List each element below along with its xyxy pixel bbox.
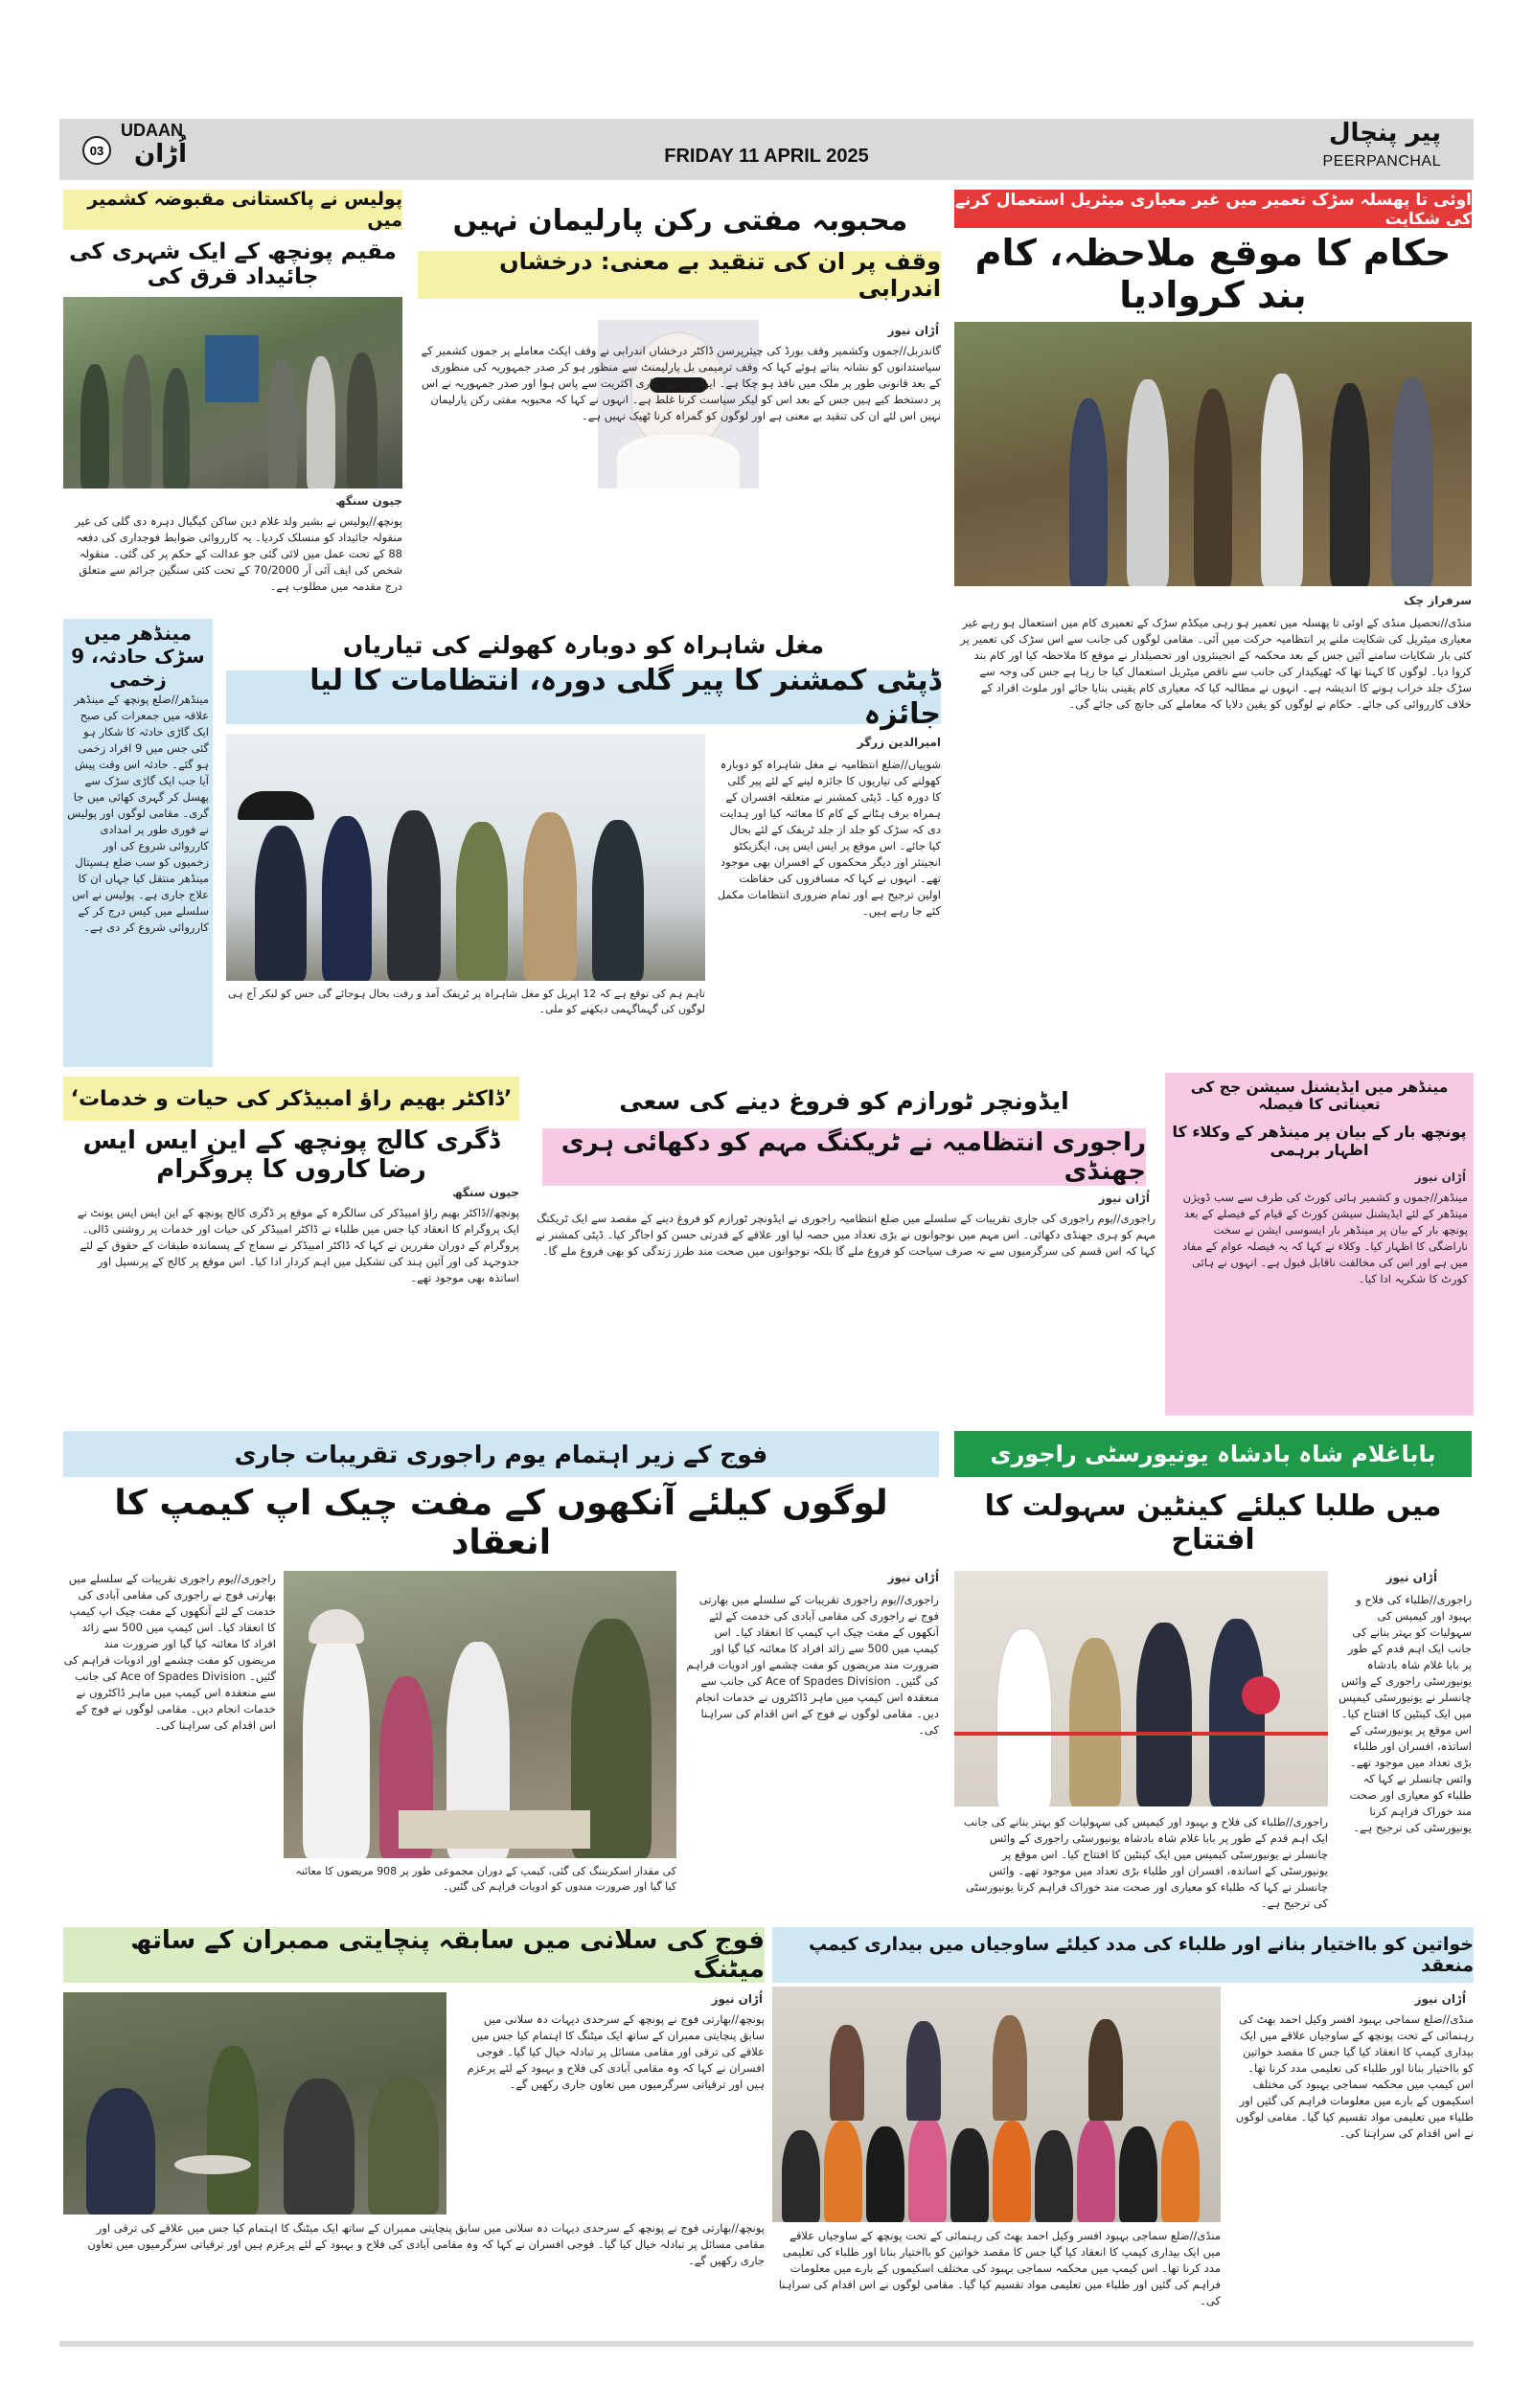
women-camp-headline: خواتین کو بااختیار بنانے اور طلباء کی مدد کیلئے ساوجیاں میں بیداری کیمپ منعقد <box>772 1927 1474 1983</box>
mendhar-accident-headline: مینڈھر میں سڑک حادثہ، 9 زخمی <box>71 622 205 691</box>
mughal-road-byline: امیرالدین زرگر <box>857 736 941 749</box>
poonch-property-body: پونچھ//پولیس نے بشیر ولد غلام دین ساکن کیگیال دہرہ دی گلی کی غیر منقولہ جائیداد کو منسلک کردیا۔ یہ کارروائی ضوابط فوجداری کی دفعہ 88 کے تحت عمل میں لائی گئی جو عدالت کے حکم پر کی گئی۔ منقولہ شخص کی ایف آئی آر 70/2000 کے تحت کئی سنگین جرائم سے متعلق درج مقدمہ میں مطلوب ہے۔ <box>75 514 402 593</box>
poonch-property-band: پولیس نے پاکستانی مقبوضہ کشمیر میں <box>63 190 402 230</box>
section-name-ur: اُڑان <box>134 140 187 169</box>
bgsbu-byline: اُڑان نیوز <box>1385 1571 1437 1584</box>
mufti-byline: اُڑان نیوز <box>887 324 939 337</box>
mughal-road-caption: تاہم ہم کی توقع ہے کہ 12 اپریل کو مغل شاہراہ پر ٹریفک آمد و رفت بحال ہوجائے گی جس کو لیکر آج ہی لوگوں کی گہماگہمی دیکھنے کو ملی۔ <box>228 988 705 1015</box>
mendhar-bar-sub: پونچھ بار کے بیان پر مینڈھر کے وکلاء کا اظہار برہمی <box>1172 1123 1467 1159</box>
awanti-road-headline: حکام کا موقع ملاحظہ، کام بند کروادیا <box>974 232 1452 316</box>
army-eye-byline: اُڑان نیوز <box>887 1571 939 1584</box>
page-number: 03 <box>82 136 111 165</box>
tourism-byline: اُڑان نیوز <box>1098 1192 1150 1205</box>
brand-name-en: PEERPANCHAL <box>1322 153 1441 170</box>
issue-date: FRIDAY 11 APRIL 2025 <box>664 146 869 167</box>
mughal-road-body: شوپیاں//ضلع انتظامیہ نے مغل شاہراہ کو دوبارہ کھولنے کی تیاریوں کا جائزہ لینے کے لئے پیر گلی کا دورہ کیا۔ ڈپٹی کمشنر نے متعلقہ افسران کے ہمراہ برف ہٹانے کے کام کا معائنہ کیا اور ہدایت دی کہ سڑک کو جلد از جلد ٹریفک کے لئے بحال کیا جائے۔ اس موقع پر ایس ایس پی، ایگزیکٹو انجینئر اور دیگر محکموں کے افسران بھی موجود تھے۔ انہوں نے کہا کہ مسافروں کی حفاظت اولین ترجیح ہے اور تمام ضروری انتظامات مکمل کئے جا رہے ہیں۔ <box>717 758 941 918</box>
tourism-headline-top: ایڈونچر ٹورازم کو فروغ دینے کی سعی <box>619 1086 1069 1115</box>
army-meeting-headline: فوج کی سلانی میں سابقہ پنچایتی ممبران کے ساتھ میٹنگ <box>63 1927 765 1983</box>
awanti-road-body: منڈی//تحصیل منڈی کے اوئی تا پھسلہ میں تعمیر ہو رہی میکڈم سڑک کے تعمیری کام میں استعمال ہو رہے غیر معیاری میٹریل کی شکایت ملنے پر انتظامیہ حرکت میں آئی۔ مقامی لوگوں کی جانب سے اس سڑک کی تعمیر پر کئی بار شکایات سامنے آئیں جس کے بعد محکمہ کے انجینئروں اور تحصیلدار نے موقع کا ملاحظہ کیا اور کام بند کروا دیا۔ لوگوں کا کہنا تھا کہ ٹھیکیدار کی جانب سے ناقص میٹریل استعمال کیا جا رہا ہے جس کی وجہ سے سڑک جلد خراب ہونے کا اندیشہ ہے۔ انہوں نے مطالبہ کیا کہ معیاری کام یقینی بنایا جائے اور ملوث افراد کے خلاف کارروائی کی جائے۔ حکام نے لوگوں کو یقین دلایا کہ معاملے کی جانچ کی جائے گی۔ <box>960 616 1472 711</box>
mendhar-bar-byline: اُڑان نیوز <box>1414 1170 1466 1184</box>
awanti-road-band: اوئی تا پھسلہ سڑک تعمیر میں غیر معیاری میٹریل استعمال کرنے کی شکایت <box>955 190 1472 229</box>
mughal-road-photo <box>226 734 705 981</box>
tourism-body: راجوری//یوم راجوری کی جاری تقریبات کے سلسلے میں ضلع انتظامیہ راجوری نے ایڈونچر ٹورازم کو فروغ دینے کے مقصد سے ایک ٹریکنگ مہم کو ہری جھنڈی دکھائی۔ اس مہم میں نوجوانوں نے بڑی تعداد میں حصہ لیا اور علاقے کے قدرتی حسن کو اجاگر کیا۔ ڈپٹی کمشنر نے کہا کہ اس قسم کی سرگرمیوں سے نہ صرف سیاحت کو فروغ ملے گا بلکہ نوجوانوں میں صحت مند طرز زندگی کو بھی فروغ ملے گا۔ <box>536 1212 1155 1258</box>
army-eye-caption: کی مقدار اسکریننگ کی گئی، کیمپ کے دوران مجموعی طور پر 908 مریضوں کا معائنہ کیا گیا اور ضرورت مندوں کو ادویات فراہم کی گئیں۔ <box>295 1865 676 1893</box>
army-meeting-byline: اُڑان نیوز <box>711 1992 763 2006</box>
ambedkar-headline: ڈگری کالج پونچھ کے این ایس ایس رضا کاروں کا پروگرام <box>82 1126 500 1184</box>
army-eye-photo <box>284 1571 676 1858</box>
mendhar-bar-headline: مینڈھر میں ایڈیشنل سیشن جج کی تعیناتی کا فیصلہ <box>1190 1079 1449 1113</box>
women-camp-body-bottom: منڈی//ضلع سماجی بہبود افسر وکیل احمد بھٹ کی رہنمائی کے تحت پونچھ کے ساوجیاں علاقے میں ایک بیداری کیمپ کا انعقاد کیا گیا جس کا مقصد خواتین کو بااختیار بنانا اور طلباء کی تعلیمی مدد کرنا تھا۔ اس کیمپ میں محکمہ سماجی بہبود کی مختلف اسکیموں کے بارے میں معلومات فراہم کی گئیں اور طلباء میں تعلیمی مواد تقسیم کیا گیا۔ مقامی لوگوں نے اس اقدام کی سراہنا کی۔ <box>778 2229 1221 2307</box>
mufti-headline-top: محبوبہ مفتی رکن پارلیمان نہیں <box>452 203 908 238</box>
brand-name-ur: پیر پنچال <box>1328 119 1441 148</box>
footer-rule <box>59 2341 1474 2347</box>
bgsbu-headline: میں طلبا کیلئے کینٹین سہولت کا افتتاح <box>984 1489 1442 1556</box>
section-name-en: UDAAN <box>121 121 183 140</box>
awanti-road-byline: سرفراز چک <box>1404 594 1472 607</box>
women-camp-byline: اُڑان نیوز <box>1414 1992 1466 2006</box>
mufti-headline-sub: وقف پر ان کی تنقید بے معنی: درخشاں اندرابی <box>418 251 941 299</box>
army-eye-band: فوج کے زیر اہتمام یوم راجوری تقریبات جاری <box>63 1431 939 1477</box>
ambedkar-byline: جیون سنگھ <box>452 1186 519 1199</box>
mufti-body: گاندربل//جموں وکشمیر وقف بورڈ کی چیئرپرسن ڈاکٹر درخشاں اندرابی نے وقف ایکٹ معاملے پر جموں کشمیر کے سیاستدانوں کو نشانہ بناتے ہوئے کہا کہ وقف ترمیمی بل پارلیمنٹ سے منظور ہو کر صدر جمہوریہ کی منظوری کے بعد قانونی طور پر ملک میں نافذ ہو چکا ہے۔ ایوانوں سے بھاری اکثریت سے پاس ہوا اور صدر جمہوریہ نے اس پر دستخط کیے ہیں جس کے بعد اس کو لیکر سیاست کرنا غلط ہے۔ انہوں نے کہا کہ محبوبہ مفتی رکن پارلیمان نہیں اس لئے ان کی تنقید بے معنی ہے اور لوگوں کو گمراہ کرنا ٹھیک نہیں ہے۔ <box>421 344 941 422</box>
mendhar-bar-body: مینڈھر//جموں و کشمیر ہائی کورٹ کی طرف سے سب ڈویژن مینڈھر کے لئے ایڈیشنل سیشن کورٹ کے قیام کے فیصلے کے بعد پونچھ بار کے بیان پر مینڈھر بار ایسوسی ایشن نے سخت ناراضگی کا اظہار کیا۔ وکلاء نے کہا کہ یہ فیصلہ عوام کے مفاد میں ہے اور اس کی مخالفت ناقابل قبول ہے۔ انہوں نے ہائی کورٹ کا شکریہ ادا کیا۔ <box>1182 1191 1468 1285</box>
ambedkar-body: پونچھ//ڈاکٹر بھیم راؤ امبیڈکر کی سالگرہ کے موقع پر ڈگری کالج پونچھ کے این ایس ایس یونٹ نے ایک پروگرام کا انعقاد کیا جس میں طلباء نے ڈاکٹر امبیڈکر کی حیات اور خدمات پر روشنی ڈالی۔ پروگرام کے دوران مقررین نے کہا کہ ڈاکٹر امبیڈکر نے سماج کے پسماندہ طبقات کے حقوق کے لئے جدوجہد کی اور آئین ہند کی تشکیل میں اہم کردار ادا کیا۔ اس موقع پر کالج کے پرنسپل اور اساتذہ بھی موجود تھے۔ <box>77 1206 519 1284</box>
army-eye-body: راجوری//یوم راجوری تقریبات کے سلسلے میں بھارتی فوج نے راجوری کی مقامی آبادی کی خدمت کے لئے آنکھوں کے مفت چیک اپ کیمپ کا انعقاد کیا۔ اس کیمپ میں 500 سے زائد افراد کا معائنہ کیا گیا اور ضرورت مند مریضوں کو مفت چشمے اور ادویات فراہم کی گئیں۔ Ace of Spades Division کی جانب سے منعقدہ اس کیمپ میں ماہر ڈاکٹروں نے خدمات انجام دیں۔ مقامی لوگوں نے فوج کے اس اقدام کی سراہنا کی۔ <box>686 1593 939 1737</box>
bgsbu-band: باباغلام شاہ بادشاہ یونیورسٹی راجوری <box>954 1431 1472 1477</box>
army-meeting-body-bottom: پونچھ//بھارتی فوج نے پونچھ کے سرحدی دیہات دہ سلانی میں سابق پنچایتی ممبران کے ساتھ ایک میٹنگ کا اہتمام کیا جس میں علاقے کی ترقی اور مقامی مسائل پر تبادلہ خیال کیا گیا۔ فوجی افسران نے کہا کہ وہ مقامی آبادی کی فلاح و بہبود کے لئے پرعزم ہیں اور ترقیاتی سرگرمیوں میں تعاون جاری رکھیں گے۔ <box>87 2221 765 2267</box>
women-camp-photo <box>772 1987 1221 2222</box>
women-camp-body: منڈی//ضلع سماجی بہبود افسر وکیل احمد بھٹ کی رہنمائی کے تحت پونچھ کے ساوجیاں علاقے میں ایک بیداری کیمپ کا انعقاد کیا گیا جس کا مقصد خواتین کو بااختیار بنانا اور طلباء کی تعلیمی مدد کرنا تھا۔ اس کیمپ میں محکمہ سماجی بہبود کی مختلف اسکیموں کے بارے میں معلومات فراہم کی گئیں اور طلباء میں تعلیمی مواد تقسیم کیا گیا۔ مقامی لوگوں نے اس اقدام کی سراہنا کی۔ <box>1235 2012 1474 2140</box>
poonch-property-photo <box>63 297 402 488</box>
army-meeting-photo <box>63 1992 446 2215</box>
bgsbu-body-bottom: راجوری//طلباء کی فلاح و بہبود اور کیمپس کی سہولیات کو بہتر بنانے کی جانب ایک اہم قدم کے طور پر بابا غلام شاہ بادشاہ یونیورسٹی راجوری کے وائس چانسلر نے یونیورسٹی کیمپس میں ایک کینٹین کا افتتاح کیا۔ اس موقع پر یونیورسٹی کے اساتذہ، افسران اور طلباء بڑی تعداد میں موجود تھے۔ وائس چانسلر نے کہا کہ طلباء کو معیاری اور صحت مند خوراک فراہم کرنا یونیورسٹی کی ترجیح ہے۔ <box>964 1815 1328 1910</box>
poonch-property-byline: جیون سنگھ <box>335 494 402 508</box>
mendhar-accident-body: مینڈھر//ضلع پونچھ کے مینڈھر علاقہ میں جمعرات کی صبح ایک گاڑی حادثہ کا شکار ہو گئی جس میں 9 افراد زخمی ہو گئے۔ حادثہ اس وقت پیش آیا جب ایک گاڑی سڑک سے پھسل کر گہری کھائی میں جا گری۔ مقامی لوگوں اور پولیس نے فوری طور پر امدادی کارروائی شروع کی اور زخمیوں کو سب ضلع ہسپتال مینڈھر منتقل کیا جہاں ان کا علاج جاری ہے۔ پولیس نے اس سلسلے میں کیس درج کر کے کارروائی شروع کر دی ہے۔ <box>67 693 209 934</box>
army-meeting-body: پونچھ//بھارتی فوج نے پونچھ کے سرحدی دیہات دہ سلانی میں سابق پنچایتی ممبران کے ساتھ ایک میٹنگ کا اہتمام کیا جس میں علاقے کی ترقی اور مقامی مسائل پر تبادلہ خیال کیا گیا۔ فوجی افسران نے کہا کہ وہ مقامی آبادی کی فلاح و بہبود کے لئے پرعزم ہیں اور ترقیاتی سرگرمیوں میں تعاون جاری رکھیں گے۔ <box>467 2012 765 2091</box>
mughal-road-headline-top: مغل شاہراہ کو دوبارہ کھولنے کی تیاریاں <box>342 630 825 659</box>
tourism-headline-sub: راجوری انتظامیہ نے ٹریکنگ مہم کو دکھائی ہری جھنڈی <box>542 1128 1146 1186</box>
bgsbu-photo <box>954 1571 1328 1806</box>
bgsbu-body: راجوری//طلباء کی فلاح و بہبود اور کیمپس کی سہولیات کو بہتر بنانے کی جانب ایک اہم قدم کے طور پر بابا غلام شاہ بادشاہ یونیورسٹی راجوری کے وائس چانسلر نے یونیورسٹی کیمپس میں ایک کینٹین کا افتتاح کیا۔ اس موقع پر یونیورسٹی کے اساتذہ، افسران اور طلباء بڑی تعداد میں موجود تھے۔ وائس چانسلر نے کہا کہ طلباء کو معیاری اور صحت مند خوراک فراہم کرنا یونیورسٹی کی ترجیح ہے۔ <box>1339 1593 1472 1834</box>
ambedkar-band: ’ڈاکٹر بھیم راؤ امبیڈکر کی حیات و خدمات‘ <box>63 1077 519 1121</box>
army-eye-body-left: راجوری//یوم راجوری تقریبات کے سلسلے میں بھارتی فوج نے راجوری کی مقامی آبادی کی خدمت کے لئے آنکھوں کے مفت چیک اپ کیمپ کا انعقاد کیا۔ اس کیمپ میں 500 سے زائد افراد کا معائنہ کیا گیا اور ضرورت مند مریضوں کو مفت چشمے اور ادویات فراہم کی گئیں۔ Ace of Spades Division کی جانب سے منعقدہ اس کیمپ میں ماہر ڈاکٹروں نے خدمات انجام دیں۔ مقامی لوگوں نے فوج کے اس اقدام کی سراہنا کی۔ <box>63 1572 276 1732</box>
mughal-road-headline-main: ڈپٹی کمشنر کا پیر گلی دورہ، انتظامات کا لیا جائزہ <box>226 670 941 724</box>
poonch-property-headline: مقیم پونچھ کے ایک شہری کی جائیداد قرق کی <box>69 239 397 289</box>
awanti-road-photo <box>954 322 1472 586</box>
army-eye-headline: لوگوں کیلئے آنکھوں کے مفت چیک اپ کیمپ کا انعقاد <box>114 1484 888 1562</box>
